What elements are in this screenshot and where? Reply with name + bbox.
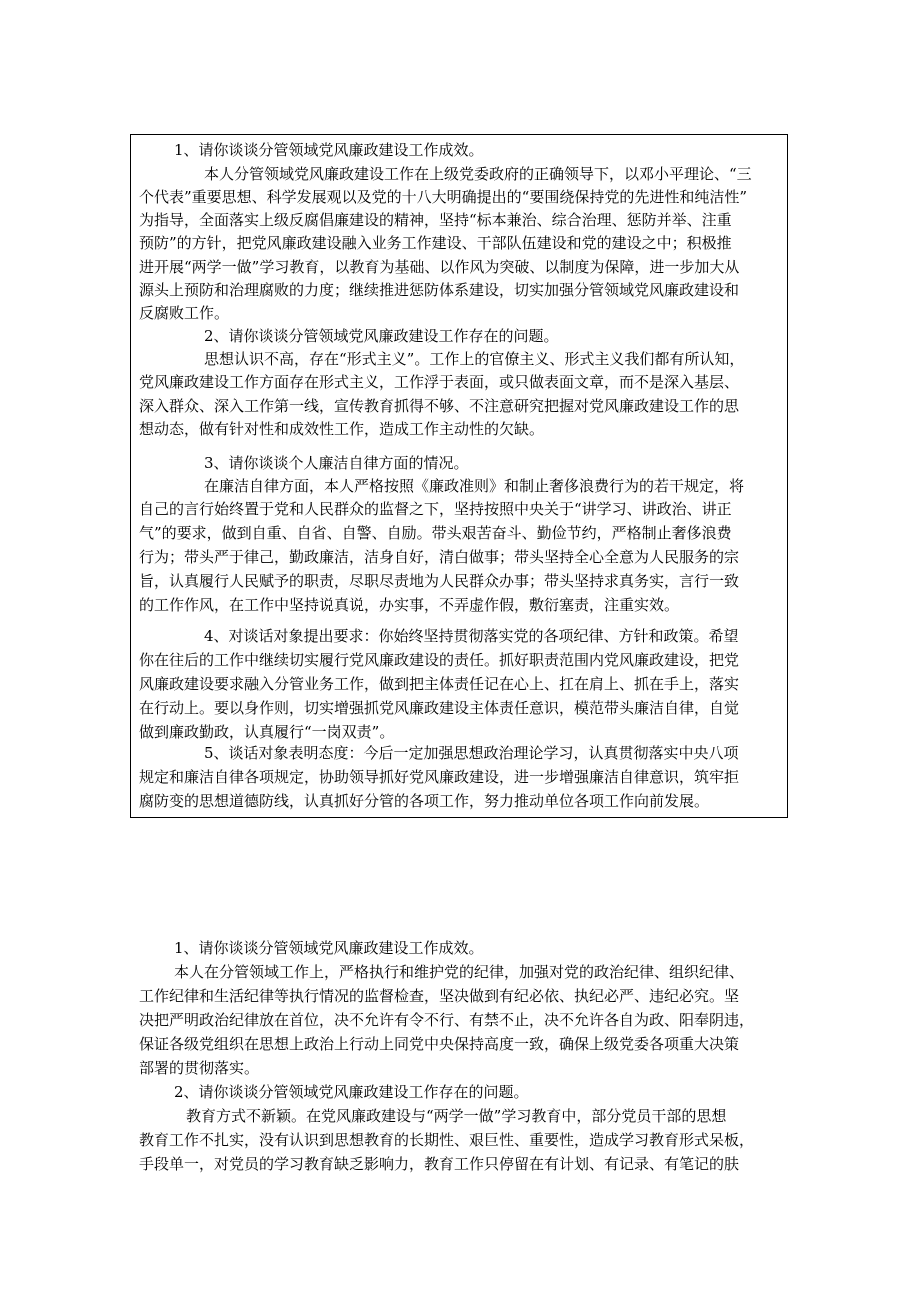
paragraph-line: 为指导，全面落实上级反腐倡廉建设的精神，坚持“标本兼治、综合治理、惩防并举、注重 <box>139 211 732 229</box>
paragraph-line: 在廉洁自律方面，本人严格按照《廉政准则》和制止奢侈浪费行为的若干规定，将 <box>204 477 745 495</box>
paragraph-line: 你在往后的工作中继续切实履行党风廉政建设的责任。抓好职责范围内党风廉政建设，把党 <box>139 651 740 669</box>
paragraph-line: 保证各级党组织在思想上政治上行动上同党中央保持高度一致，确保上级党委各项重大决策 <box>139 1035 740 1053</box>
paragraph-line: 思想认识不高，存在“形式主义”。工作上的官僚主义、形式主义我们都有所认知， <box>204 350 745 368</box>
paragraph-line: 本人分管领域党风廉政建设工作在上级党委政府的正确领导下，以邓小平理论、“三 <box>204 165 752 183</box>
paragraph-line: 旨，认真履行人民赋予的职责，尽职尽责地为人民群众办事；带头坚持求真务实，言行一致 <box>139 572 740 590</box>
paragraph-line: 决把严明政治纪律放在首位，决不允许有令不行、有禁不止，决不允许各自为政、阳奉阴违， <box>139 1011 755 1029</box>
paragraph-line: 预防”的方针，把党风廉政建设融入业务工作建设、干部队伍建设和党的建设之中；积极推 <box>139 234 732 252</box>
paragraph-line: 进开展“两学一做”学习教育，以教育为基础、以作风为突破、以制度为保障，进一步加大从 <box>139 258 740 276</box>
question-1-heading: 1、请你谈谈分管领域党风廉政建设工作成效。 <box>174 141 484 159</box>
paragraph-line: 部署的贯彻落实。 <box>139 1059 260 1077</box>
paragraph-line: 风廉政建设要求融入分管业务工作，做到把主体责任记在心上、扛在肩上、抓在手上，落实 <box>139 675 740 693</box>
paragraph-line: 教育工作不扎实，没有认识到思想教育的长期性、艰巨性、重要性，造成学习教育形式呆板， <box>139 1131 755 1149</box>
question-4-heading: 4、对谈话对象提出要求：你始终坚持贯彻落实党的各项纪律、方针和政策。希望 <box>204 627 739 645</box>
paragraph-line: 个代表”重要思想、科学发展观以及党的十八大明确提出的“要围绕保持党的先进性和纯洁性” <box>139 188 748 206</box>
paragraph-line: 行为；带头严于律己，勤政廉洁，洁身自好，清白做事；带头坚持全心全意为人民服务的宗 <box>139 548 740 566</box>
paragraph-line: 的工作作风，在工作中坚持说真说，办实事，不弄虚作假，敷衍塞责，注重实效。 <box>139 596 680 614</box>
paragraph-line: 在行动上。要以身作则，切实增强抓党风廉政建设主体责任意识，模范带头廉洁自律，自觉 <box>139 699 740 717</box>
paragraph-line: 规定和廉洁自律各项规定，协助领导抓好党风廉政建设，进一步增强廉洁自律意识，筑牢拒 <box>139 768 740 786</box>
paragraph-line: 本人在分管领域工作上，严格执行和维护党的纪律，加强对党的政治纪律、组织纪律、 <box>174 963 745 981</box>
question-2-heading: 2、请你谈谈分管领域党风廉政建设工作存在的问题。 <box>174 1083 529 1101</box>
question-3-heading: 3、请你谈谈个人廉洁自律方面的情况。 <box>204 454 469 472</box>
question-2-heading: 2、请你谈谈分管领域党风廉政建设工作存在的问题。 <box>204 327 559 345</box>
paragraph-line: 自己的言行始终置于党和人民群众的监督之下，坚持按照中央关于“讲学习、讲政治、讲正 <box>139 500 732 518</box>
paragraph-line: 源头上预防和治理腐败的力度；继续推进惩防体系建设，切实加强分管领域党风廉政建设和 <box>139 281 740 299</box>
question-1-heading: 1、请你谈谈分管领域党风廉政建设工作成效。 <box>174 939 484 957</box>
paragraph-line: 手段单一，对党员的学习教育缺乏影响力，教育工作只停留在有计划、有记录、有笔记的肤 <box>139 1155 740 1173</box>
paragraph-line: 腐防变的思想道德防线，认真抓好分管的各项工作，努力推动单位各项工作向前发展。 <box>139 792 710 810</box>
paragraph-line: 气”的要求，做到自重、自省、自警、自励。带头艰苦奋斗、勤俭节约，严格制止奢侈浪费 <box>139 524 732 542</box>
paragraph-line: 深入群众、深入工作第一线，宣传教育抓得不够、不注意研究把握对党风廉政建设工作的思 <box>139 397 740 415</box>
paragraph-line: 想动态，做有针对性和成效性工作，造成工作主动性的欠缺。 <box>139 420 545 438</box>
paragraph-line: 做到廉政勤政，认真履行“一岗双责”。 <box>139 723 395 741</box>
paragraph-line: 工作纪律和生活纪律等执行情况的监督检查，坚决做到有纪必依、执纪必严、违纪必究。坚 <box>139 987 740 1005</box>
paragraph-line: 教育方式不新颖。在党风廉政建设与“两学一做”学习教育中，部分党员干部的思想 <box>186 1107 727 1125</box>
paragraph-line: 党风廉政建设工作方面存在形式主义，工作浮于表面，或只做表面文章，而不是深入基层、 <box>139 373 740 391</box>
paragraph-line: 反腐败工作。 <box>139 304 230 322</box>
question-5-heading: 5、谈话对象表明态度：今后一定加强思想政治理论学习，认真贯彻落实中央八项 <box>204 744 739 762</box>
